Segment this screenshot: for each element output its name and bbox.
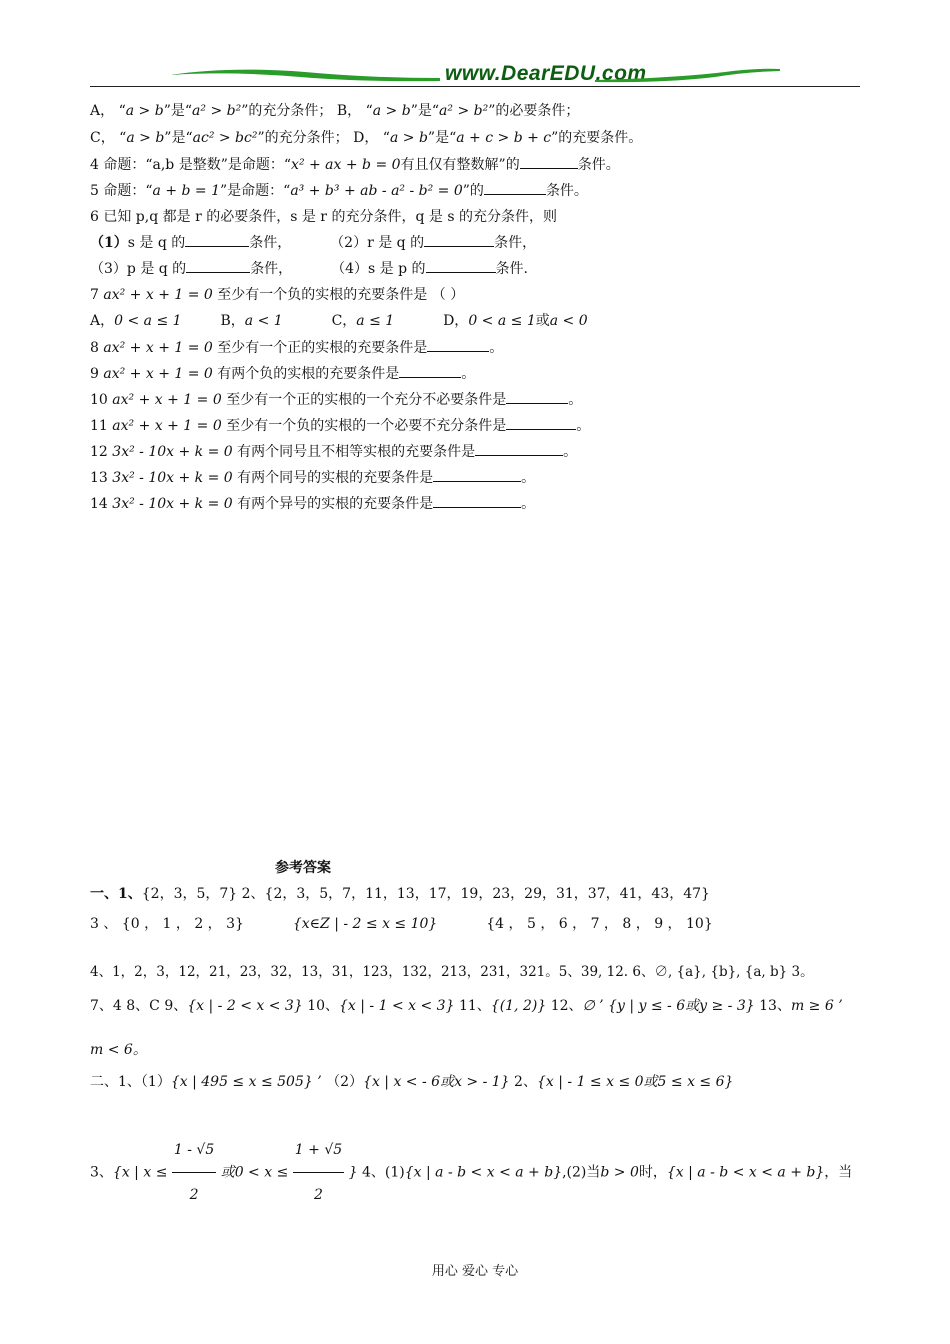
text: 1 - √5 [172,1128,216,1173]
math-expr: {x | 495 ≤ x ≤ 505} ’ [170,1074,322,1090]
text: “ [119,130,127,146]
text: 。 [521,470,536,486]
math-expr: a > b [389,130,428,146]
text: 二、1、（1） [90,1074,171,1090]
math-expr: ax² + x + 1 = 0 [103,287,213,303]
text: 7 [90,287,99,303]
math-expr: {x | x ≤ [112,1164,168,1181]
text: 至少有一个负的实根的充要条件是 [217,287,428,303]
text: 至少有一个负的实根的一个必要不充分条件是 [226,418,507,434]
answer-blank[interactable] [426,259,496,273]
text: ”的 [462,183,484,199]
text: （2）r 是 q 的 [330,235,425,251]
question-6-stem: 6 已知 p,q 都是 r 的必要条件，s 是 r 的充分条件，q 是 s 的充分条件，则 [90,209,557,225]
text: 或 [535,313,550,329]
text: ”是“ [163,103,193,119]
question-5 [90,181,588,201]
text: 条件。 [545,183,588,199]
question-9 [90,364,475,384]
math-expr: a < 0 [549,313,588,329]
right-swoosh-icon [595,66,780,84]
math-expr: m < 6。 [90,1042,147,1058]
math-expr: 或0 < x ≤ [220,1164,289,1181]
answers-line-4 [90,996,843,1016]
text: 14 [90,496,108,512]
text: 。 [563,444,578,460]
answers-line-7 [90,1128,852,1217]
text: ，当 [824,1164,853,1181]
answers-title: 参考答案 [275,860,331,876]
math-expr: 0 < a ≤ 1 [468,313,536,329]
math-expr: {x | - 2 < x < 3} [187,998,303,1014]
text: 有且仅有整数解”的 [400,157,520,173]
answer-blank[interactable] [520,155,578,169]
question-4 [90,155,620,175]
text: 11 [90,418,108,434]
math-expr: {(1, 2)} [490,998,547,1014]
text: 2 [314,1187,323,1203]
math-expr: ax² + x + 1 = 0 [103,340,213,356]
answer-blank[interactable] [433,468,521,482]
text: 条件， [250,261,293,277]
header-rule [90,86,860,87]
text: 7、4 8、C 9、 [90,998,188,1014]
text: 。 [489,340,504,356]
text: 12、 [550,998,583,1014]
answer-blank[interactable] [475,442,563,456]
text: {2，3，5，7} 2、{2，3，5，7，11，13，17，19，23，29，31，37，41，43，47} [141,886,710,902]
math-expr: a² > b² [439,103,489,119]
math-expr: a < 1 [244,313,283,329]
answers-line-3: 4、1，2，3，12，21，23，32，13，31，123，132，213，231，321。5、39, 12. 6、∅, {a}, {b}, {a, b} 3。 [90,964,814,980]
text: 3 、 {0 ， 1 ， 2 ， 3} [90,916,244,932]
text: ”是“ [427,130,457,146]
question-14 [90,494,535,514]
math-expr: a > b [125,103,164,119]
question-12 [90,442,577,462]
q3-options-ab [90,101,579,121]
text: 有两个同号的实根的充要条件是 [237,470,434,486]
text: ”是命题：“ [220,183,291,199]
text: 13 [90,470,108,486]
text: 条件. [495,261,528,277]
answer-blank[interactable] [424,233,494,247]
answer-blank[interactable] [506,416,576,430]
text: ”是“ [164,130,193,146]
page-footer: 用心 爱心 专心 [431,1264,519,1279]
text: （4）s 是 p 的 [331,261,426,277]
math-expr: ax² + x + 1 = 0 [112,392,222,408]
text: 4、(1) [361,1164,405,1181]
answers-line-6 [90,1072,733,1092]
text: 条件， [249,235,292,251]
math-expr: b > 0 [600,1164,639,1181]
math-expr: {x | - 1 < x < 3} [339,998,455,1014]
text: 有两个异号的实根的充要条件是 [237,496,434,512]
q3-options-cd [90,128,642,148]
text: 。 [576,418,591,434]
text: A， [90,313,115,329]
text: ”的充要条件。 [551,130,643,146]
answer-blank[interactable] [427,338,489,352]
site-logo: www.DearEDU.com [445,62,647,85]
math-expr: {x | - 1 ≤ x ≤ 0或5 ≤ x ≤ 6} [536,1074,734,1090]
question-11 [90,416,590,436]
question-8 [90,338,503,358]
math-expr: a² > b² [192,103,242,119]
math-expr: x² + ax + b = 0 [291,157,401,173]
text: 10 [90,392,108,408]
text: 。 [521,496,536,512]
text: 至少有一个正的实根的一个充分不必要条件是 [226,392,507,408]
question-6-row1 [90,233,536,253]
text: 。 [461,366,476,382]
question-10 [90,390,582,410]
text: 12 [90,444,108,460]
text: （3）p 是 q 的 [90,261,187,277]
text: “ [382,130,390,146]
text: 11、 [458,998,491,1014]
answers-line-2 [90,914,713,934]
answer-blank[interactable] [433,494,521,508]
question-13 [90,468,535,488]
left-swoosh-icon [170,66,440,84]
option-a-label: A， [90,103,115,119]
page-header [90,60,860,92]
text: ”的必要条件； [488,103,580,119]
text: 至少有一个正的实根的充要条件是 [217,340,428,356]
text: {4 ， 5 ， 6 ， 7 ， 8 ， 9 ， 10} [486,916,713,932]
math-expr: a > b [372,103,411,119]
math-expr: a³ + b³ + ab - a² - b² = 0 [290,183,463,199]
text: “ [118,103,126,119]
math-expr: a + c > b + c [456,130,552,146]
math-expr: {x∈Z | - 2 ≤ x ≤ 10} [292,916,438,932]
text: 2 [189,1187,199,1203]
math-expr: a ≤ 1 [356,313,395,329]
text: 条件， [494,235,537,251]
math-expr: ax² + x + 1 = 0 [112,418,222,434]
text: 3、 [90,1164,113,1181]
text: 4 命题：“a,b 是整数”是命题：“ [90,157,292,173]
fraction [293,1128,344,1217]
text: 10、 [307,998,340,1014]
text: B， [220,313,245,329]
text: （2） [326,1074,364,1090]
text: 8 [90,340,99,356]
math-expr: } [348,1164,358,1181]
text: s 是 q 的 [127,235,186,251]
answer-blank[interactable] [484,181,546,195]
math-expr: 0 < a ≤ 1 [114,313,182,329]
answer-blank[interactable] [506,390,568,404]
text: 13、 [759,998,791,1014]
answer-blank[interactable] [399,364,461,378]
math-expr: 3x² - 10x + k = 0 [112,496,233,512]
math-expr: {x | a - b < x < a + b} [404,1164,563,1181]
question-6-row2 [90,259,528,279]
text: C， [331,313,357,329]
fraction [172,1128,216,1217]
text: 5 命题：“ [90,183,153,199]
text: 有两个负的实根的充要条件是 [217,366,400,382]
text: ”的充分条件； [241,103,333,119]
answer-blank[interactable] [186,259,250,273]
text: ,(2)当 [562,1164,601,1181]
text: 。 [568,392,583,408]
text: 时， [638,1164,667,1181]
text: 有两个同号且不相等实根的充要条件是 [237,444,476,460]
text: （1） [90,235,128,251]
math-expr: ax² + x + 1 = 0 [103,366,213,382]
question-7-options [90,311,588,331]
option-c-label: C， [90,130,115,146]
answers-line-5 [90,1040,147,1060]
text: “ [365,103,373,119]
math-expr: a > b [126,130,165,146]
answer-blank[interactable] [185,233,249,247]
text: D， [443,313,469,329]
math-expr: 3x² - 10x + k = 0 [112,470,233,486]
text: （ ） [431,287,465,303]
text: 一、1、 [90,886,142,902]
math-expr: 3x² - 10x + k = 0 [112,444,233,460]
option-d-label: D， [353,130,379,146]
math-expr: ac² > bc² [192,130,258,146]
question-7 [90,285,464,305]
math-expr: {x | a - b < x < a + b} [666,1164,825,1181]
answers-line-1 [90,884,710,904]
option-b-label: B， [336,103,362,119]
text: 条件。 [577,157,620,173]
math-expr: a + b = 1 [152,183,220,199]
math-expr: {x | x < - 6或x > - 1} [363,1074,510,1090]
text: ”是“ [410,103,440,119]
math-expr: ∅ ’ {y | y ≤ - 6或y ≥ - 3} [582,998,755,1014]
text: ”的充分条件； [257,130,349,146]
math-expr: m ≥ 6 ’ [790,998,843,1014]
text: 2、 [514,1074,537,1090]
text: 1 + √5 [293,1128,344,1173]
text: 9 [90,366,99,382]
